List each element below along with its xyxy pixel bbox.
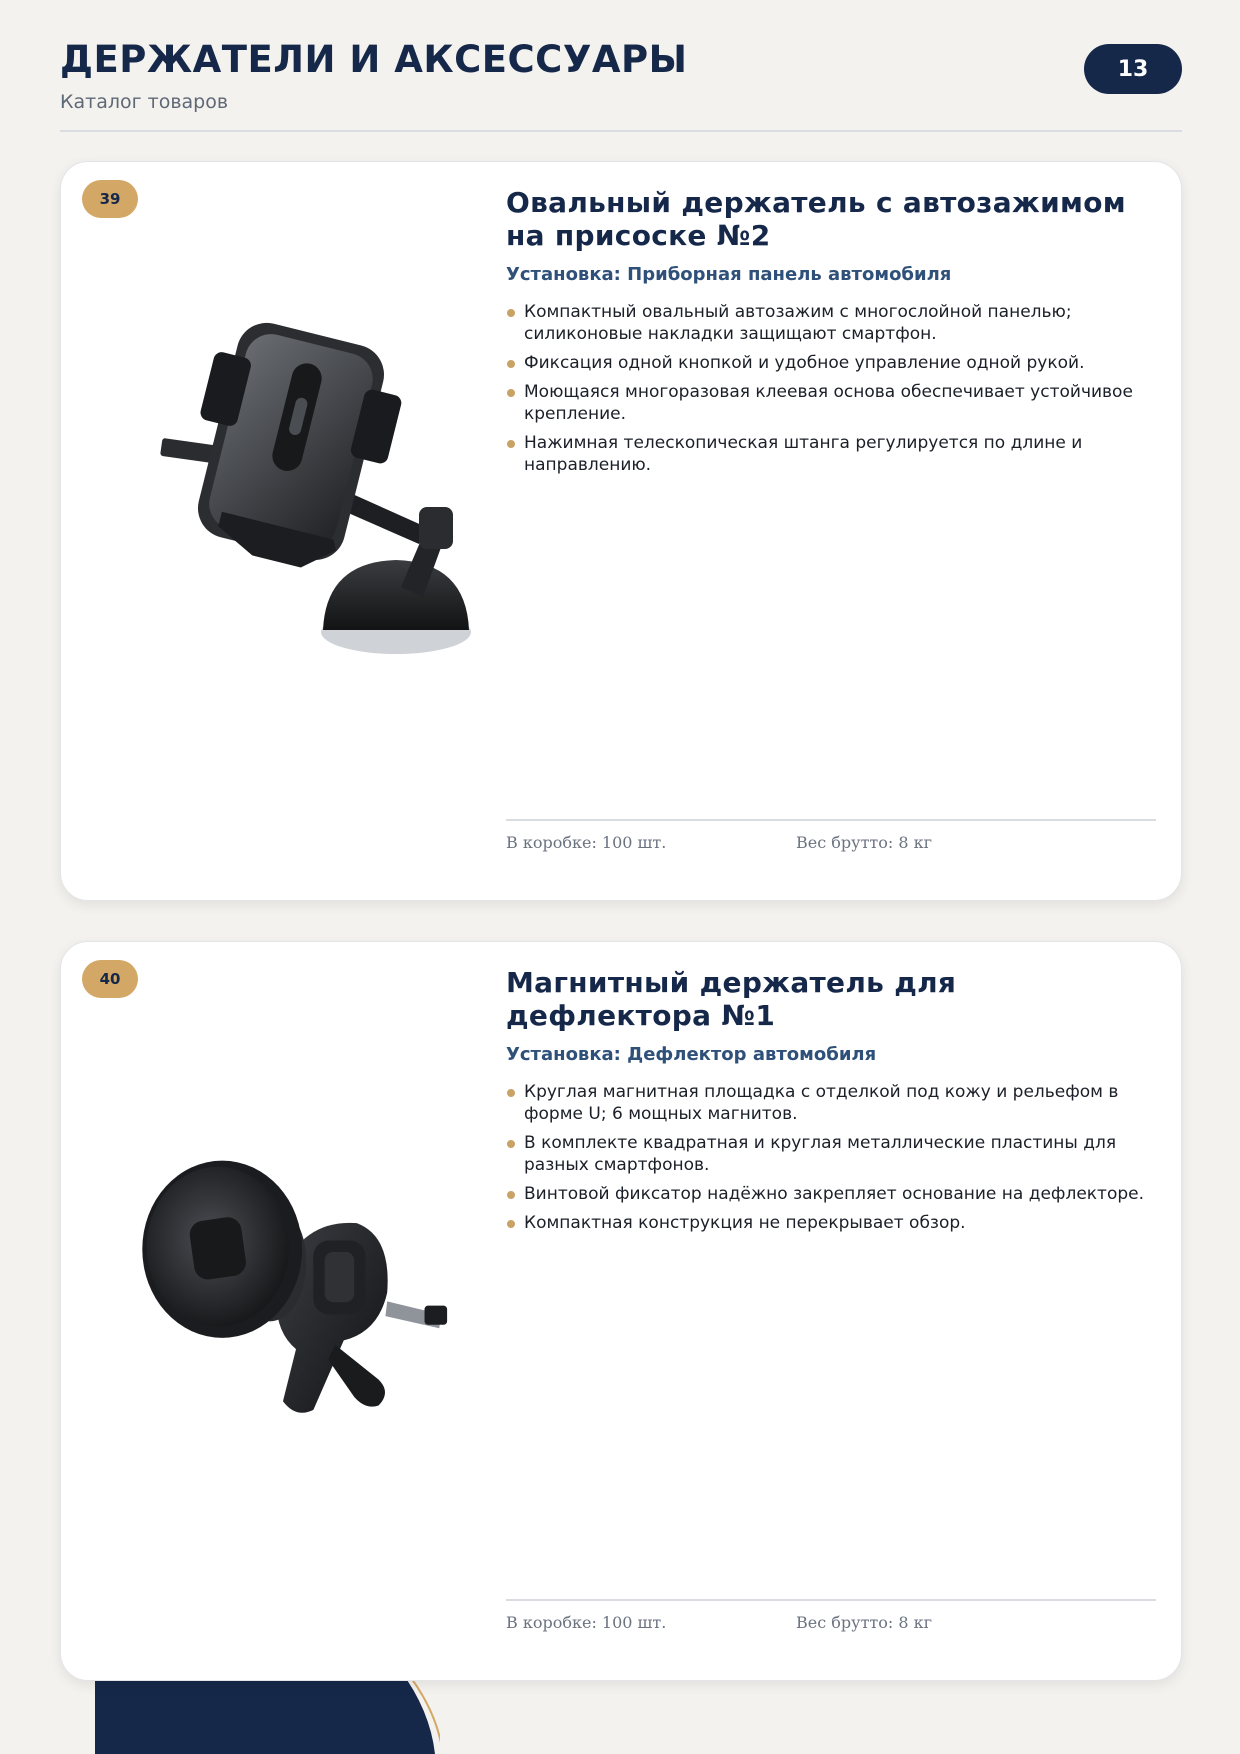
- product-info: [506, 966, 1156, 1241]
- feature-item: Нажимная телескопическая штанга регулируется по длине и направлению.: [506, 432, 1156, 476]
- feature-item: Винтовой фиксатор надёжно закрепляет основание на дефлекторе.: [506, 1183, 1156, 1205]
- feature-list: [506, 1081, 1156, 1234]
- feature-item: Компактная конструкция не перекрывает обзор.: [506, 1212, 1156, 1234]
- feature-item: В комплекте квадратная и круглая металлические пластины для разных смартфонов.: [506, 1132, 1156, 1176]
- feature-item: Фиксация одной кнопкой и удобное управление одной рукой.: [506, 352, 1156, 374]
- gross-weight: Вес брутто: 8 кг: [796, 833, 933, 852]
- box-quantity: В коробке: 100 шт.: [506, 1613, 667, 1632]
- box-quantity: В коробке: 100 шт.: [506, 833, 667, 852]
- product-title: [506, 966, 1156, 1032]
- install-label: Установка:: [506, 264, 621, 285]
- page-header: [60, 38, 1182, 132]
- product-title-line1: Магнитный держатель для: [506, 966, 957, 999]
- product-title-line2: на присоске №2: [506, 219, 771, 252]
- feature-item: Круглая магнитная площадка с отделкой под кожу и рельефом в форме U; 6 мощных магнитов.: [506, 1081, 1156, 1125]
- page-title: ДЕРЖАТЕЛИ И АКСЕССУАРЫ: [60, 38, 688, 81]
- install-info: [506, 1044, 1156, 1065]
- product-title-line1: Овальный держатель с автозажимом: [506, 186, 1126, 219]
- product-title: [506, 186, 1156, 252]
- product-title-line2: дефлектора №1: [506, 999, 776, 1032]
- product-card: [60, 161, 1182, 901]
- product-info: [506, 186, 1156, 483]
- feature-item: Моющаяся многоразовая клеевая основа обеспечивает устойчивое крепление.: [506, 381, 1156, 425]
- magnetic-vent-phone-holder-image: [101, 1132, 491, 1462]
- product-card: [60, 941, 1182, 1681]
- install-label: Установка:: [506, 1044, 621, 1065]
- install-value: Приборная панель автомобиля: [627, 264, 952, 285]
- suction-cup-phone-holder-image: [101, 312, 491, 692]
- install-info: [506, 264, 1156, 285]
- gross-weight: Вес брутто: 8 кг: [796, 1613, 933, 1632]
- product-number-badge: 39: [82, 180, 138, 218]
- feature-item: Компактный овальный автозажим с многослойной панелью; силиконовые накладки защищают смартфон.: [506, 301, 1156, 345]
- decorative-bottom-shape: [95, 1670, 440, 1754]
- product-footer: [506, 1599, 1156, 1632]
- page-number-badge: 13: [1084, 44, 1182, 94]
- product-footer: [506, 819, 1156, 852]
- page-subtitle: Каталог товаров: [60, 91, 229, 113]
- install-value: Дефлектор автомобиля: [627, 1044, 877, 1065]
- product-number-badge: 40: [82, 960, 138, 998]
- feature-list: [506, 301, 1156, 476]
